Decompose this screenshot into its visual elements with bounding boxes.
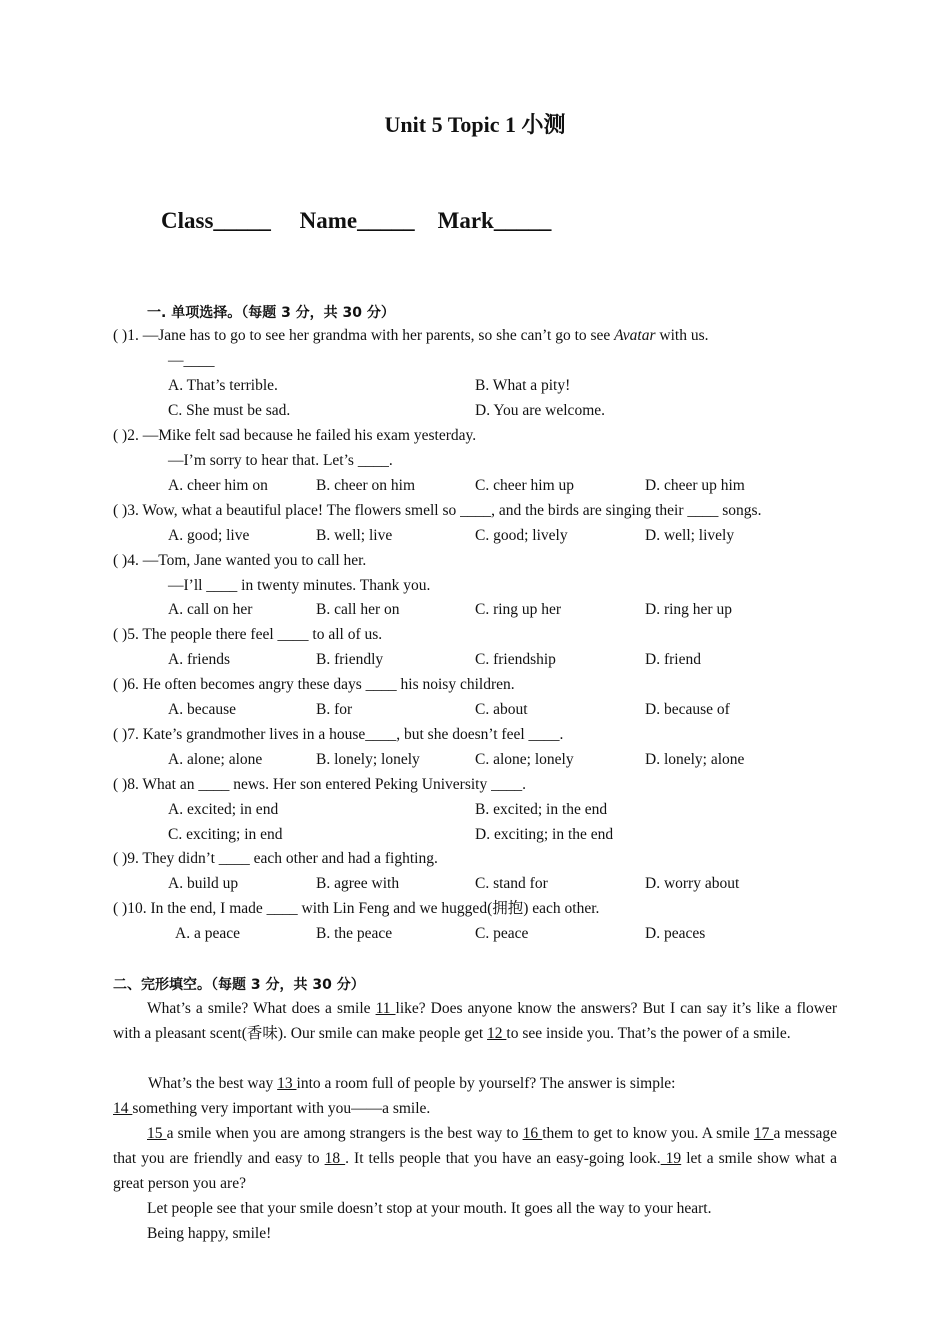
option[interactable]: B. for: [316, 701, 353, 718]
option[interactable]: A. friends: [168, 651, 230, 668]
option[interactable]: A. because: [168, 701, 236, 718]
option[interactable]: D. because of: [645, 701, 730, 718]
option[interactable]: A. That’s terrible.: [168, 377, 278, 394]
cloze-blank[interactable]: 14: [113, 1100, 133, 1117]
cloze-blank[interactable]: 11: [375, 1000, 396, 1017]
passage-paragraph: 14 something very important with you——a smile.: [113, 1100, 431, 1117]
option[interactable]: D. friend: [645, 651, 701, 668]
option[interactable]: A. alone; alone: [168, 751, 263, 768]
question-stem: ( )10. In the end, I made ____ with Lin Feng and we hugged(拥抱) each other.: [113, 900, 600, 917]
option[interactable]: B. cheer on him: [316, 477, 416, 494]
option[interactable]: C. stand for: [475, 875, 548, 892]
option[interactable]: A. cheer him on: [168, 477, 268, 494]
option[interactable]: C. friendship: [475, 651, 556, 668]
option[interactable]: A. call on her: [168, 601, 253, 618]
option[interactable]: B. friendly: [316, 651, 384, 668]
question-stem: ( )5. The people there feel ____ to all of us.: [113, 626, 383, 643]
option[interactable]: A. a peace: [175, 925, 240, 942]
question-stem: ( )1. —Jane has to go to see her grandma with her parents, so she can’t go to see Avatar with us.: [113, 327, 709, 344]
option[interactable]: A. excited; in end: [168, 801, 279, 818]
option[interactable]: B. well; live: [316, 527, 393, 544]
option[interactable]: C. exciting; in end: [168, 826, 283, 843]
option[interactable]: D. lonely; alone: [645, 751, 745, 768]
option[interactable]: B. lonely; lonely: [316, 751, 420, 768]
student-info-line: [161, 208, 551, 234]
cloze-blank[interactable]: 17: [753, 1125, 774, 1142]
option[interactable]: C. alone; lonely: [475, 751, 574, 768]
option[interactable]: D. well; lively: [645, 527, 735, 544]
option[interactable]: D. cheer up him: [645, 477, 745, 494]
cloze-blank[interactable]: 15: [147, 1125, 167, 1142]
option[interactable]: D. You are welcome.: [475, 402, 606, 419]
option[interactable]: D. exciting; in the end: [475, 826, 614, 843]
name-field[interactable]: Name_____: [299, 208, 415, 233]
option[interactable]: B. excited; in the end: [475, 801, 608, 818]
cloze-blank[interactable]: 16: [522, 1125, 543, 1142]
option[interactable]: B. agree with: [316, 875, 400, 892]
passage-paragraph: Being happy, smile!: [147, 1225, 272, 1242]
option[interactable]: C. good; lively: [475, 527, 568, 544]
option[interactable]: C. about: [475, 701, 528, 718]
mark-field[interactable]: Mark_____: [437, 208, 552, 233]
question-stem: ( )8. What an ____ news. Her son entered Peking University ____.: [113, 776, 526, 793]
option[interactable]: D. ring her up: [645, 601, 732, 618]
question-stem: ( )4. —Tom, Jane wanted you to call her.: [113, 552, 367, 569]
cloze-blank[interactable]: 12: [487, 1025, 507, 1042]
page-title: Unit 5 Topic 1 小测: [384, 112, 566, 137]
option[interactable]: A. good; live: [168, 527, 250, 544]
option[interactable]: B. What a pity!: [475, 377, 571, 394]
option[interactable]: B. the peace: [316, 925, 393, 942]
option[interactable]: D. peaces: [645, 925, 706, 942]
cloze-blank[interactable]: 13: [277, 1075, 297, 1092]
passage-paragraph: 15 a smile when you are among strangers is the best way to 16 them to get to know you. A smile 17 a message that you are friendly and easy to 18 . It tells people that you have an easy-going look. 19 let a smile show what a great person you are?: [113, 1125, 838, 1192]
question-response: —____: [168, 352, 215, 369]
section-heading: 一. 单项选择。（每题 3 分，共 30 分）: [147, 305, 395, 321]
option[interactable]: C. peace: [475, 925, 529, 942]
question-response: —I’m sorry to hear that. Let’s ____.: [168, 452, 393, 469]
option[interactable]: D. worry about: [645, 875, 740, 892]
option[interactable]: C. cheer him up: [475, 477, 575, 494]
option[interactable]: C. ring up her: [475, 601, 562, 618]
cloze-blank[interactable]: 19: [660, 1150, 682, 1167]
option[interactable]: A. build up: [168, 875, 239, 892]
option[interactable]: B. call her on: [316, 601, 400, 618]
question-stem: ( )9. They didn’t ____ each other and had a fighting.: [113, 850, 438, 867]
passage-paragraph: What’s a smile? What does a smile 11 like? Does anyone know the answers? But I can say it’s like a flower with a pleasant scent(香味). Our smile can make people get 12 to see inside you. That’s the power of a smile.: [113, 1000, 837, 1042]
question-stem: ( )7. Kate’s grandmother lives in a house____, but she doesn’t feel ____.: [113, 726, 564, 743]
question-stem: ( )2. —Mike felt sad because he failed his exam yesterday.: [113, 427, 477, 444]
question-stem: ( )6. He often becomes angry these days ____ his noisy children.: [113, 676, 515, 693]
passage-paragraph: Let people see that your smile doesn’t stop at your mouth. It goes all the way to your heart.: [147, 1200, 712, 1217]
section-heading: 二、完形填空。（每题 3 分，共 30 分）: [113, 977, 365, 993]
class-field[interactable]: Class_____: [161, 208, 271, 233]
question-response: —I’ll ____ in twenty minutes. Thank you.: [168, 577, 431, 594]
passage-paragraph: What’s the best way 13 into a room full of people by yourself? The answer is simple:: [148, 1075, 676, 1092]
question-stem: ( )3. Wow, what a beautiful place! The flowers smell so ____, and the birds are singing their ____ songs.: [113, 502, 762, 519]
option[interactable]: C. She must be sad.: [168, 402, 291, 419]
cloze-blank[interactable]: 18: [324, 1150, 346, 1167]
